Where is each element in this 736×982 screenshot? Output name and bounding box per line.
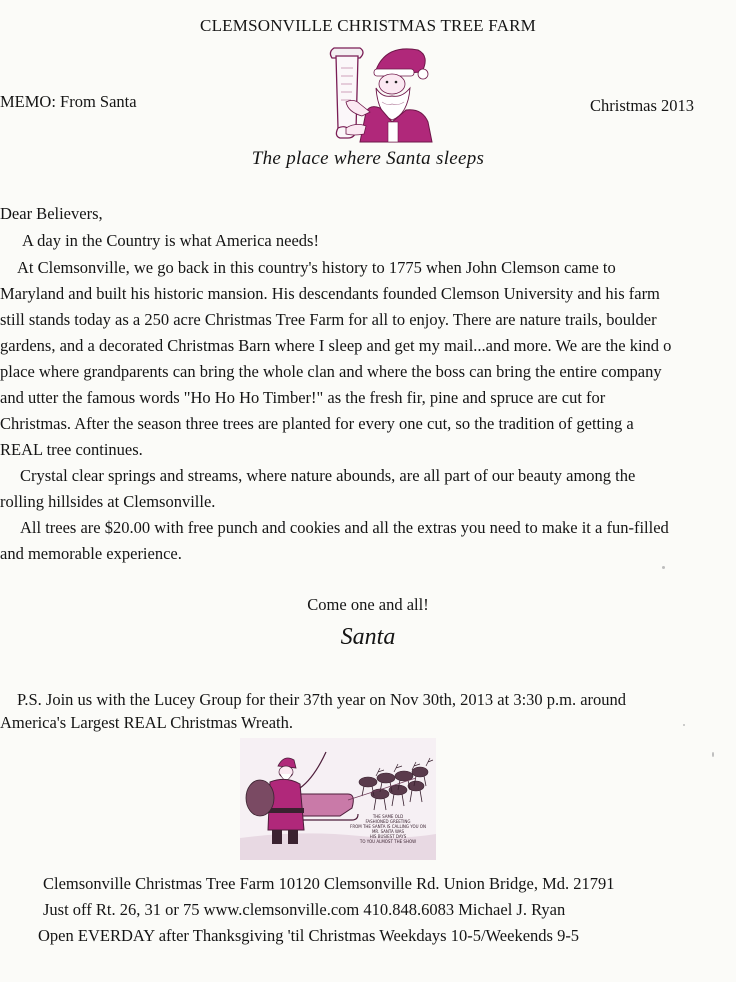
postscript-line: P.S. Join us with the Lucey Group for their 37th year on Nov 30th, 2013 at 3:30 p.m. around (17, 690, 627, 709)
scan-speck (683, 724, 685, 726)
postcard-caption-line: MR. SANTA WAS (371, 829, 405, 834)
postcard-caption-line: FROM THE SANTA IS CALLING YOU ON (350, 824, 426, 829)
closing: Come one and all! (307, 595, 429, 614)
scan-speck (662, 566, 665, 569)
farm-title: CLEMSONVILLE CHRISTMAS TREE FARM (200, 16, 536, 35)
letter-line: REAL tree continues. (0, 440, 143, 459)
letter-line: still stands today as a 250 acre Christmas Tree Farm for all to enjoy. There are nature trails, boulder (0, 310, 657, 329)
letter-line: Crystal clear springs and streams, where nature abounds, are all part of our beauty among the (20, 466, 636, 485)
letter-line: All trees are $20.00 with free punch and cookies and all the extras you need to make it a fun-filled (20, 518, 669, 537)
tagline: The place where Santa sleeps (251, 148, 485, 169)
letter-line: A day in the Country is what America needs! (22, 231, 319, 250)
footer-contact: Just off Rt. 26, 31 or 75 www.clemsonville.com 410.848.6083 Michael J. Ryan (43, 900, 566, 919)
memo-from: MEMO: From Santa (0, 92, 137, 111)
letter-line: and utter the famous words "Ho Ho Ho Timber!" as the fresh fir, pine and spruce are cut for (0, 388, 606, 407)
footer-hours: Open EVERDAY after Thanksgiving 'til Christmas Weekdays 10-5/Weekends 9-5 (38, 926, 580, 945)
postcard-caption-line: FASHIONED GREETING (365, 819, 411, 824)
postcard-caption-line: THE SAME OLD (372, 814, 404, 819)
letter-line: gardens, and a decorated Christmas Barn where I sleep and get my mail...and more. We are the kind o (0, 336, 672, 355)
letter-line: place where grandparents can bring the whole clan and where the boss can bring the entire company (0, 362, 662, 381)
santa-reindeer-postcard (240, 738, 436, 860)
salutation: Dear Believers, (0, 204, 103, 223)
letter-line: At Clemsonville, we go back in this country's history to 1775 when John Clemson came to (17, 258, 616, 277)
letter-line: rolling hillsides at Clemsonville. (0, 492, 216, 511)
memo-date: Christmas 2013 (590, 96, 695, 115)
postcard-caption-line: HIS BUSIEST DAYS (369, 834, 407, 839)
postscript-line: America's Largest REAL Christmas Wreath. (0, 713, 293, 732)
scan-speck (712, 752, 714, 757)
letter-line: Maryland and built his historic mansion. His descendants founded Clemson University and his farm (0, 284, 660, 303)
letter-line: and memorable experience. (0, 544, 182, 563)
postcard-caption-line: TO YOU ALMOST THE SHOW (359, 839, 417, 844)
letter-line: Christmas. After the season three trees are planted for every one cut, so the tradition of getting a (0, 414, 634, 433)
signature: Santa (340, 624, 396, 650)
footer-address: Clemsonville Christmas Tree Farm 10120 Clemsonville Rd. Union Bridge, Md. 21791 (43, 874, 615, 893)
santa-scroll-logo (326, 42, 434, 144)
